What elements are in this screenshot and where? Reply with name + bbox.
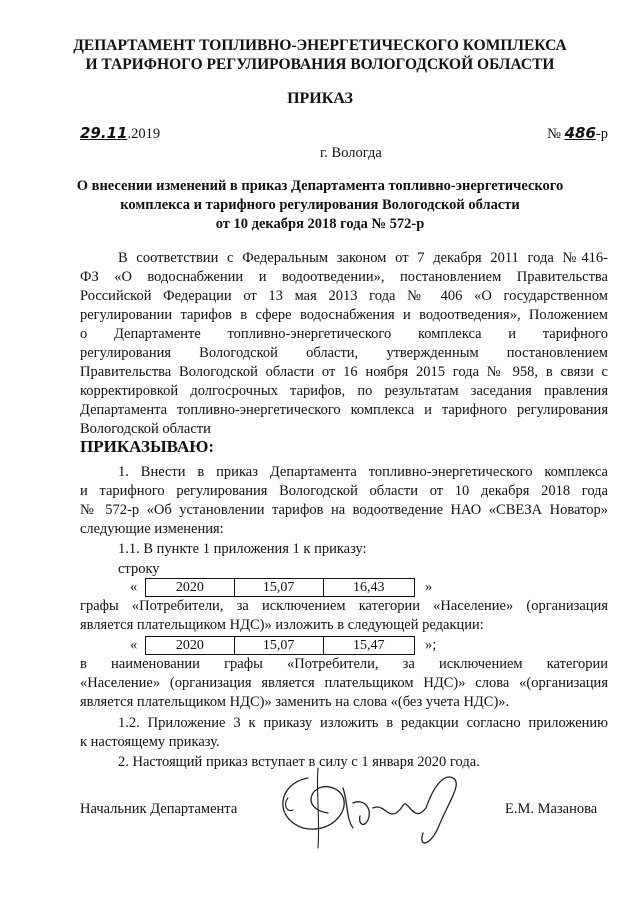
item1-line: 1. Внести в приказ Департамента топливно-энергетического комплекса [118,464,608,480]
tariff-value: 15,47 [323,637,414,655]
row-word: строку [118,561,160,577]
preamble-line: Российской Федерации от 13 мая 2013 года № 406 «О государственном [80,288,608,304]
naming-text-line: является плательщиком НДС)» заменить на слова «(без учета НДС)». [80,694,510,710]
subitem-1-2-cont: к настоящему приказу. [80,734,220,750]
subitem-1-1: 1.1. В пункте 1 приложения 1 к приказу: [118,541,367,557]
city: г. Вологда [320,145,382,161]
graph-text-line: является плательщиком НДС)» изложить в следующей редакции: [80,617,484,633]
preamble-line: регулировании тарифов в сфере водоснабжения и водоотведения», Положением [80,307,608,323]
item1-line: № 572-р «Об установлении тарифов на водоотведение НАО «СВЕЗА Новатор» [80,502,608,518]
signer-position: Начальник Департамента [80,801,238,817]
tariff-year: 2020 [146,637,235,655]
handwritten-signature [258,758,488,858]
tariff-value: 16,43 [323,579,414,597]
item1-line: и тарифного регулирования Вологодской области от 10 декабря 2018 года [80,483,608,499]
preamble-line: регулирования Вологодской области, утвержденным постановлением [80,345,608,361]
item1-line: следующие изменения: [80,521,224,537]
order-number-suffix: -р [595,126,608,142]
row-close-quote: » [425,579,433,595]
order-number-prefix: № [547,126,561,142]
row-close-quote: »; [425,637,437,653]
order-date-handwritten: 29.11 [80,124,128,142]
preamble-line: Правительства Вологодской области от 16 ноября 2015 года № 958, в связи с [80,364,608,380]
row-open-quote: « [130,637,138,653]
preamble-line: ФЗ «О водоснабжении и водоотведении», постановлением Правительства [80,269,608,285]
preamble-line: Департамента топливно-энергетического комплекса и тарифного регулирования [80,402,608,418]
order-word: ПРИКАЗЫВАЮ: [80,437,215,456]
subject-line2: комплекса и тарифного регулирования Вологодской области [120,197,520,213]
graph-text-line: графы «Потребители, за исключением категории «Население» (организация [80,598,608,614]
order-date [80,124,160,144]
tariff-value: 15,07 [234,637,323,655]
subject-line1: О внесении изменений в приказ Департамента топливно-энергетического [76,178,564,194]
subject-line3: от 10 декабря 2018 года № 572-р [215,216,425,232]
signer-name: Е.М. Мазанова [505,801,598,817]
preamble-line: Вологодской области [80,421,211,437]
department-name-line2: И ТАРИФНОГО РЕГУЛИРОВАНИЯ ВОЛОГОДСКОЙ ОБЛАСТИ [85,56,555,73]
order-date-year: .2019 [127,126,161,142]
order-number-handwritten: 486 [564,124,596,142]
item2: 2. Настоящий приказ вступает в силу с 1 января 2020 года. [118,754,480,770]
naming-text-line: в наименовании графы «Потребители, за исключением категории [80,656,608,672]
table-row [146,637,415,655]
naming-text-line: «Население» (организация является плательщиком НДС)» слова «(организация [80,675,608,691]
preamble-line: В соответствии с Федеральным законом от 7 декабря 2011 года №416- [118,250,608,266]
preamble-line: о Департаменте топливно-энергетического комплекса и тарифного [80,326,608,342]
document-type: ПРИКАЗ [287,90,353,107]
tariff-year: 2020 [146,579,235,597]
preamble-line: корректировкой долгосрочных тарифов, по результатам заседания правления [80,383,608,399]
tariff-row-old [145,578,415,597]
tariff-row-new [145,636,415,655]
table-row [146,579,415,597]
tariff-value: 15,07 [234,579,323,597]
subitem-1-2: 1.2. Приложение 3 к приказу изложить в редакции согласно приложению [118,715,608,731]
row-open-quote: « [130,579,138,595]
order-number [547,124,608,144]
department-name-line1: ДЕПАРТАМЕНТ ТОПЛИВНО-ЭНЕРГЕТИЧЕСКОГО КОМПЛЕКСА [73,37,567,54]
